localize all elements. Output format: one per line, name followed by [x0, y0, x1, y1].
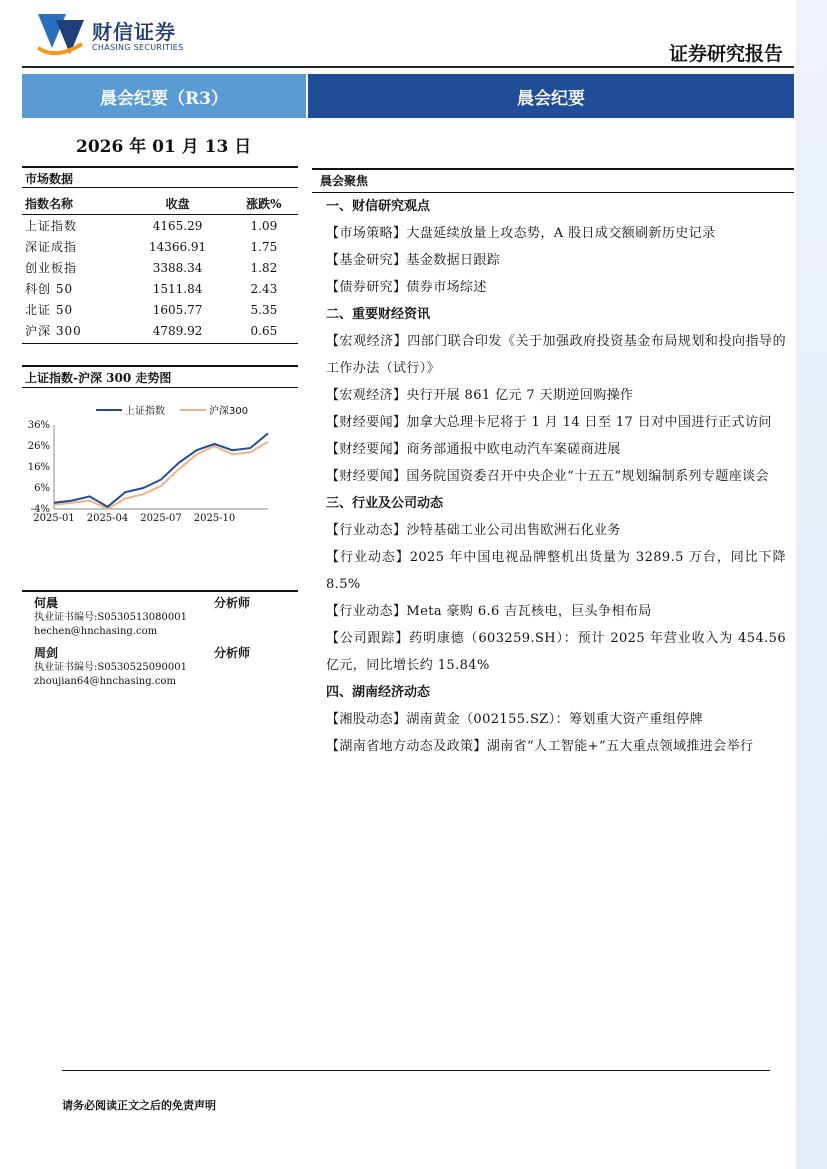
trend-chart-svg — [22, 395, 298, 535]
col-change: 涨跌% — [246, 197, 282, 211]
index-name: 科创 50 — [25, 282, 74, 296]
market-row — [22, 278, 298, 299]
header-rule — [22, 66, 794, 68]
market-row — [22, 236, 298, 257]
focus-item: 【基金研究】基金数据日跟踪 — [326, 253, 501, 268]
market-row — [22, 299, 298, 320]
chart-series-line — [54, 442, 268, 509]
chart-series-line — [54, 433, 268, 507]
focus-item: 【宏观经济】央行开展 861 亿元 7 天期逆回购操作 — [326, 388, 634, 403]
index-name: 创业板指 — [25, 261, 78, 275]
chart-legend-label: 上证指数 — [125, 406, 165, 417]
analyst-block — [34, 644, 251, 689]
market-header-row — [22, 193, 298, 215]
chart-y-tick-label: 36% — [27, 420, 50, 431]
index-close: 3388.34 — [152, 260, 203, 275]
index-change: 0.65 — [250, 323, 278, 338]
focus-item: 【财经要闻】商务部通报中欧电动汽车案磋商进展 — [326, 442, 621, 457]
trend-chart — [22, 395, 298, 535]
company-logo — [36, 14, 86, 58]
focus-section-heading: 四、湖南经济动态 — [326, 685, 431, 700]
index-close: 1605.77 — [152, 302, 203, 317]
chart-y-tick-label: 26% — [27, 441, 50, 452]
index-change: 1.75 — [250, 239, 278, 254]
market-title-rule — [22, 187, 298, 188]
col-index-name: 指数名称 — [25, 197, 74, 211]
focus-item: 【宏观经济】四部门联合印发《关于加强政府投资基金布局规划和投向指导的工作办法（试行）》 — [326, 334, 786, 376]
market-title: 市场数据 — [25, 172, 74, 186]
focus-item: 【市场策略】大盘延续放量上攻态势，A 股日成交额刷新历史记录 — [326, 226, 716, 241]
company-name-en: CHASING SECURITIES — [92, 43, 184, 52]
market-bottom-rule — [22, 343, 298, 344]
market-table — [22, 193, 298, 341]
focus-item: 【财经要闻】国务院国资委召开中央企业“十五五”规划编制系列专题座谈会 — [326, 469, 769, 484]
chart-legend-label: 沪深300 — [209, 406, 249, 417]
focus-section-heading: 二、重要财经资讯 — [326, 307, 431, 322]
index-close: 14366.91 — [148, 239, 207, 254]
focus-body — [312, 193, 794, 760]
report-type: 证券研究报告 — [668, 43, 783, 65]
col-close: 收盘 — [165, 197, 190, 211]
focus-column — [312, 168, 794, 760]
chart-x-tick-label: 2025-07 — [140, 513, 182, 524]
focus-item: 【湘股动态】湖南黄金（002155.SZ）：筹划重大资产重组停牌 — [326, 712, 703, 727]
chart-title-rule — [22, 387, 298, 388]
focus-section-heading: 三、行业及公司动态 — [326, 496, 444, 511]
chart-x-tick-label: 2025-01 — [33, 513, 75, 524]
focus-item: 【债券研究】债券市场综述 — [326, 280, 487, 295]
index-change: 2.43 — [250, 281, 278, 296]
index-change: 1.82 — [250, 260, 278, 275]
chart-y-tick-label: 16% — [27, 462, 50, 473]
index-close: 4789.92 — [152, 323, 203, 338]
index-name: 深证成指 — [25, 240, 78, 254]
chart-y-tick-label: -4% — [30, 504, 50, 515]
market-row — [22, 320, 298, 341]
chart-x-tick-label: 2025-04 — [86, 513, 129, 524]
focus-item: 【财经要闻】加拿大总理卡尼将于 1 月 14 日至 17 日对中国进行正式访问 — [326, 415, 772, 430]
analyst-block — [34, 594, 251, 639]
analyst-cert: 执业证书编号:S0530513080001 — [34, 612, 187, 623]
focus-item: 【湖南省地方动态及政策】湖南省“人工智能+”五大重点领域推进会举行 — [326, 739, 754, 754]
band-right: 晨会纪要 — [308, 74, 794, 118]
analyst-name: 何晨 — [34, 596, 59, 610]
focus-item: 【行业动态】Meta 豪购 6.6 吉瓦核电，巨头争相布局 — [326, 604, 652, 619]
chart-title: 上证指数-沪深 300 走势图 — [25, 371, 172, 385]
analyst-email[interactable]: hechen@hnchasing.com — [34, 626, 158, 637]
analyst-top-rule — [22, 590, 298, 592]
chart-y-tick-label: 6% — [34, 483, 50, 494]
disclaimer-note: 请务必阅读正文之后的免责声明 — [62, 1099, 216, 1112]
analyst-role: 分析师 — [214, 596, 251, 610]
report-date: 2026 年 01 月 13 日 — [76, 137, 252, 157]
footer-rule — [62, 1070, 770, 1071]
index-name: 北证 50 — [25, 303, 74, 317]
focus-item: 【行业动态】2025 年中国电视品牌整机出货量为 3289.5 万台，同比下降 8.5% — [326, 550, 786, 592]
index-name: 沪深 300 — [25, 324, 82, 338]
analyst-role: 分析师 — [214, 646, 251, 660]
index-close: 4165.29 — [152, 218, 203, 233]
analyst-email[interactable]: zhoujian64@hnchasing.com — [34, 676, 176, 687]
focus-item: 【公司跟踪】药明康德（603259.SH）：预计 2025 年营业收入为 454.56 亿元，同比增长约 15.84% — [326, 631, 786, 673]
index-change: 5.35 — [250, 302, 278, 317]
focus-section-heading: 一、财信研究观点 — [326, 199, 431, 214]
company-name-cn: 财信证券 — [92, 20, 176, 44]
side-strip — [796, 0, 827, 1169]
focus-item: 【行业动态】沙特基础工业公司出售欧洲石化业务 — [326, 523, 621, 538]
analyst-cert: 执业证书编号:S0530525090001 — [34, 662, 187, 673]
chart-x-tick-label: 2025-10 — [193, 513, 236, 524]
index-change: 1.09 — [250, 218, 278, 233]
market-row — [22, 215, 298, 237]
band-left: 晨会纪要（R3） — [22, 74, 306, 118]
index-close: 1511.84 — [152, 281, 203, 296]
index-name: 上证指数 — [25, 219, 78, 233]
analyst-name: 周剑 — [34, 646, 59, 660]
focus-title: 晨会聚焦 — [312, 168, 794, 193]
market-row — [22, 257, 298, 278]
